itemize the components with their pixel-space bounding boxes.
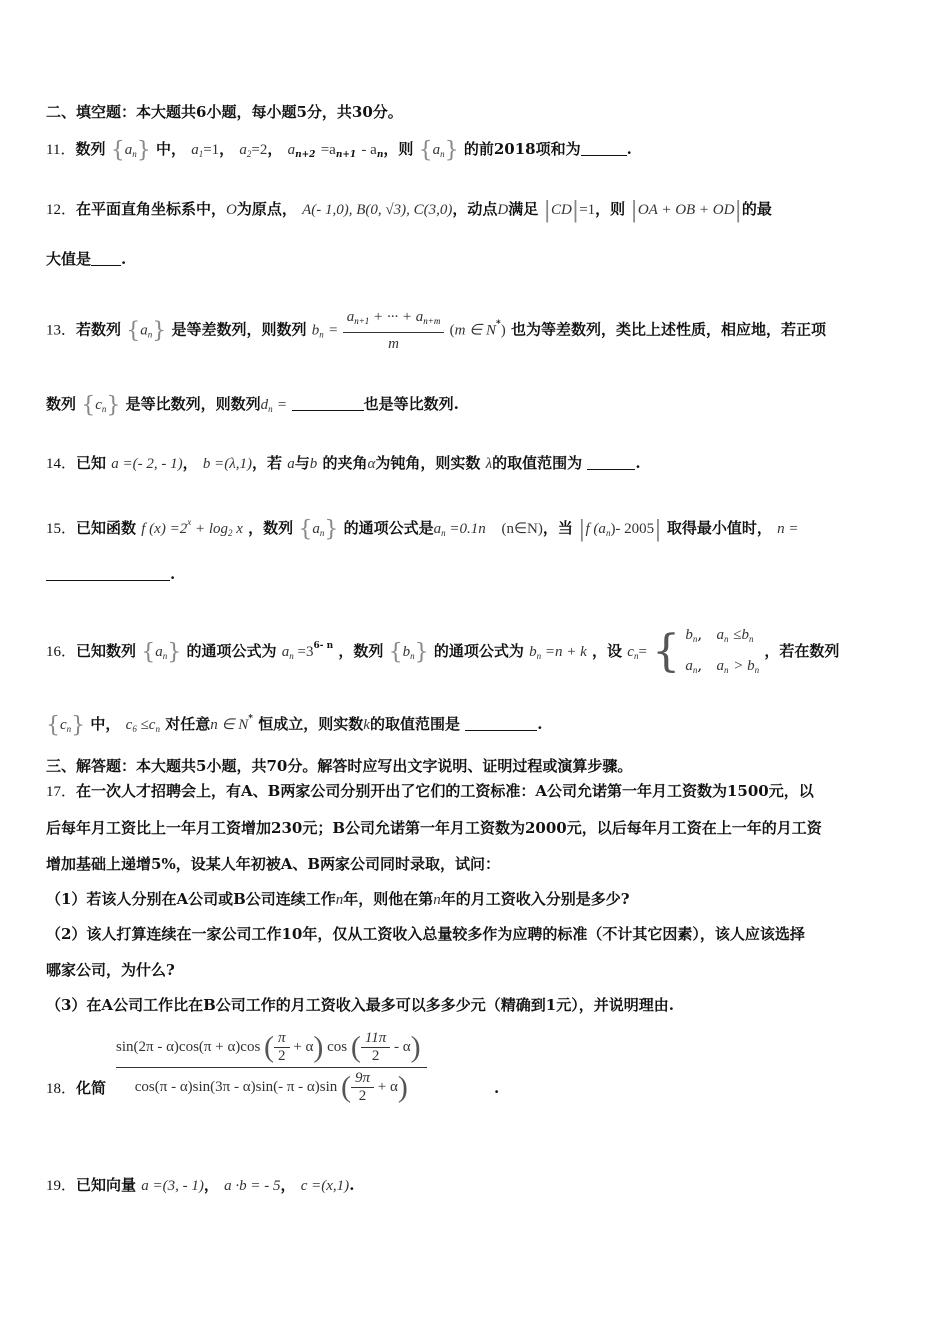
question-18-end: . [494, 1079, 500, 1097]
answer-blank[interactable] [587, 453, 635, 470]
piecewise-cases: $b_n$, $a_n \le b_n$ $a_n$, $a_n > b_n$ [685, 625, 760, 675]
question-17-part3: （3）在A公司工作比在B公司工作的月工资收入最多可以多多少元（精确到1元），并说明理由. [46, 996, 674, 1014]
numerator: sin(2π - α)cos(π + α)cos ( $\frac{\pi}{2}$ + α) cos ( $\frac{11\pi}{2}$ - α) [116, 1030, 421, 1064]
question-number: 12． [46, 202, 77, 218]
answer-blank[interactable] [292, 394, 364, 411]
question-18: 18．化简 [46, 1079, 107, 1097]
simplify-expression [116, 1030, 427, 1105]
question-17-part2: （2）该人打算连续在一家公司工作10年，仅从工资收入总量较多作为应聘的标准（不计其它因素），该人应该选择 [46, 925, 805, 943]
question-number: 11． [46, 142, 76, 158]
question-13: 13．若数列 $\{a_n\}$ 是等差数列，则数列 $b_n$ = $\frac{a_{n+1} + \cdot\cdot\cdot + a_{n+m}}{m}$ (m ∈ N*) 也为等差数列，类比上述性质，相应地，若正项 [46, 306, 826, 355]
question-19: 19．已知向量 a =(3, - 1)， a ·b = - 5， c =(x,1). [46, 1176, 355, 1194]
question-16: 16．已知数列 $\{a_n\}$ 的通项公式为 $a_n =3^{6- n}$ ，数列 $\{b_n\}$ 的通项公式为 $b_n =n + k$ ，设 $c_n=$ { $b_n$, $a_n \le b_n$ $a_n$, $a_n > b_n$ ，若在数列 [46, 621, 839, 683]
question-16-cont: $\{c_n\}$ 中， $c_6 \le c_n$ 对任意n ∈ N* 恒成立，则实数k的取值范围是 . [46, 713, 543, 738]
question-17-part1: （1）若该人分别在A公司或B公司连续工作n年，则他在第n年的月工资收入分别是多少? [46, 890, 630, 908]
question-12-cont: 大值是 . [46, 250, 127, 268]
question-number: 13． [46, 322, 77, 339]
question-15-cont: . [46, 563, 175, 585]
question-number: 15． [46, 521, 77, 537]
question-14: 14．已知 a =(- 2, - 1)， b =(λ,1)，若 a与b 的夹角α为钝角，则实数 λ的取值范围为 . [46, 454, 641, 472]
question-15: 15．已知函数 f $(x) =2^x + \log_2 x$ ，数列 $\{a_n\}$ 的通项公式是$a_n =0.1n$ (n∈N)，当 |f $(a_n)-$ 2005| 取得最小值时， n = [46, 517, 799, 542]
question-17-part2-cont: 哪家公司，为什么? [46, 961, 175, 979]
answer-blank[interactable] [581, 139, 627, 156]
section2-heading [46, 101, 403, 123]
question-11: 11．数列 $\{a_n\}$ 中， $a_1=1$， $a_2=2$， $a_{n+2} =a_{n+1} - a_n$，则 $\{a_n\}$ 的前2018项和为 . [46, 138, 632, 163]
section3-heading-text: 三、解答题：本大题共5小题，共70分。解答时应写出文字说明、证明过程或演算步骤。 [46, 757, 633, 775]
answer-blank[interactable] [46, 564, 170, 581]
question-17-line2: 后每年月工资比上一年月工资增加230元；B公司允诺第一年月工资数为2000元，以后每年月工资在上一年的月工资 [46, 819, 822, 837]
question-12: 12．在平面直角坐标系中，O为原点， A(- 1,0), B(0, √3), C(3,0)，动点D满足 |CD|=1，则 |OA + OB + OD|的最 [46, 198, 772, 223]
question-number: 18． [46, 1081, 77, 1097]
question-13-cont: 数列 $\{c_n\}$ 是等比数列，则数列$d_n$ = 也是等比数列. [46, 393, 459, 418]
question-number: 17． [46, 784, 77, 800]
section2-heading-text: 二、填空题：本大题共6小题，每小题5分，共30分。 [46, 103, 403, 121]
question-17-line1: 17．在一次人才招聘会上，有A、B两家公司分别开出了它们的工资标准：A公司允诺第一年月工资数为1500元，以 [46, 782, 814, 800]
answer-blank[interactable] [465, 714, 537, 731]
question-17-line3: 增加基础上递增5%，设某人年初被A、B两家公司同时录取，试问： [46, 855, 501, 873]
denominator: cos(π - α)sin(3π - α)sin(- π - α)sin ( $\frac{9\pi}{2}$ + α) [116, 1067, 427, 1105]
question-number: 16． [46, 644, 77, 660]
fraction: $\frac{a_{n+1} + \cdot\cdot\cdot + a_{n+m}}{m}$ [343, 306, 445, 355]
section3-heading [46, 755, 632, 777]
question-number: 19． [46, 1178, 77, 1194]
answer-blank[interactable] [91, 249, 121, 266]
question-number: 14． [46, 456, 77, 472]
